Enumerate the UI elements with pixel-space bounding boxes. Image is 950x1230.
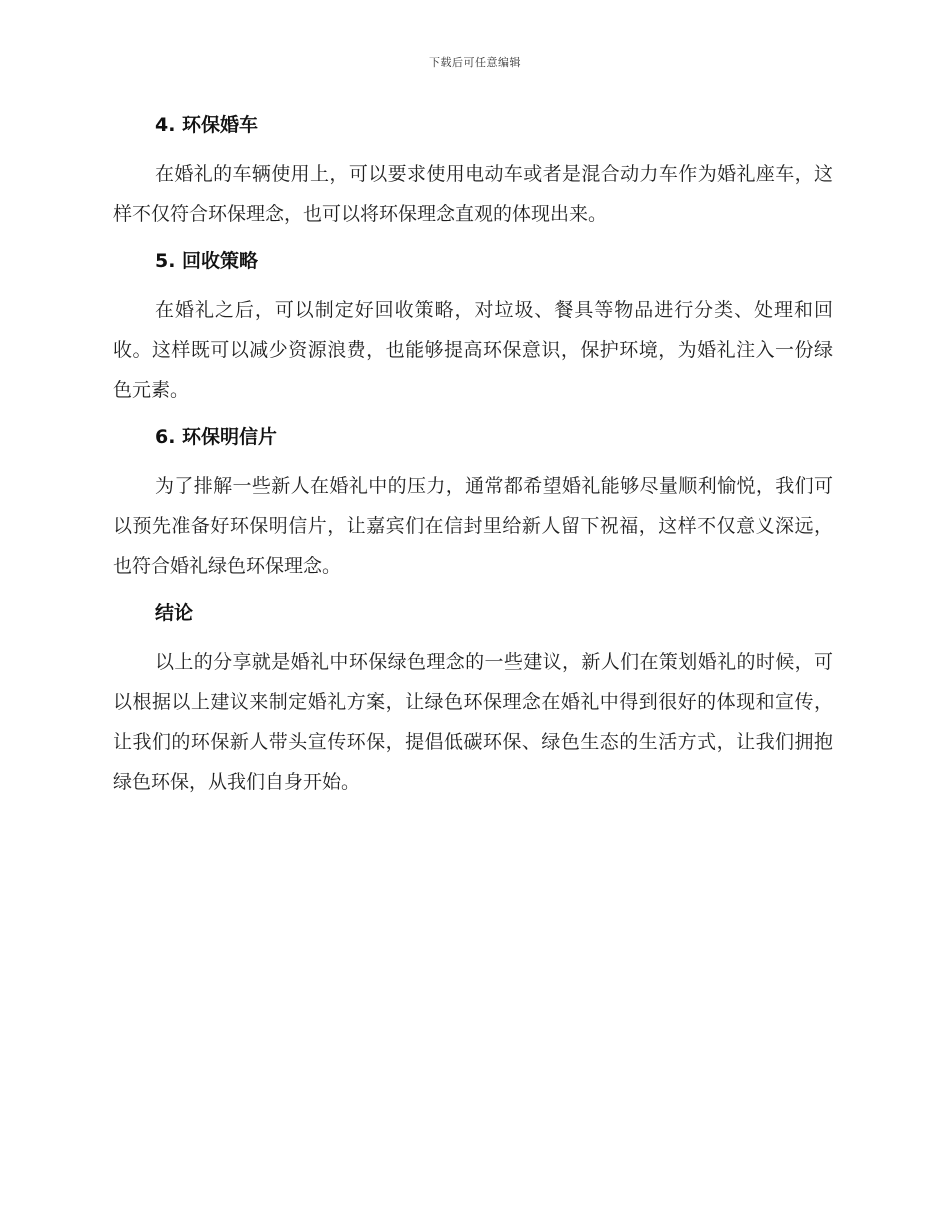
section-paragraph: 以上的分享就是婚礼中环保绿色理念的一些建议，新人们在策划婚礼的时候，可以根据以上建议来制定婚礼方案，让绿色环保理念在婚礼中得到很好的体现和宣传，让我们的环保新人带头宣传环保，提倡低碳环保、绿色生态的生活方式，让我们拥抱绿色环保，从我们自身开始。 <box>113 651 833 793</box>
section-heading: 4. 环保婚车 <box>155 114 259 136</box>
section-heading: 6. 环保明信片 <box>155 426 278 448</box>
page-header: 下载后可任意编辑 <box>429 56 521 69</box>
section-paragraph: 在婚礼的车辆使用上，可以要求使用电动车或者是混合动力车作为婚礼座车，这样不仅符合环保理念，也可以将环保理念直观的体现出来。 <box>113 163 833 225</box>
section-recycling-strategy <box>113 246 833 410</box>
section-conclusion <box>113 598 833 802</box>
section-paragraph: 为了排解一些新人在婚礼中的压力，通常都希望婚礼能够尽量顺利愉悦，我们可以预先准备好环保明信片，让嘉宾们在信封里给新人留下祝福，这样不仅意义深远，也符合婚礼绿色环保理念。 <box>113 475 833 577</box>
section-paragraph: 在婚礼之后，可以制定好回收策略，对垃圾、餐具等物品进行分类、处理和回收。这样既可以减少资源浪费，也能够提高环保意识，保护环境，为婚礼注入一份绿色元素。 <box>113 299 833 401</box>
section-heading: 5. 回收策略 <box>155 250 259 272</box>
section-eco-wedding-car <box>113 110 833 234</box>
document-body <box>113 110 833 814</box>
section-eco-postcards <box>113 422 833 586</box>
section-heading: 结论 <box>155 602 194 624</box>
